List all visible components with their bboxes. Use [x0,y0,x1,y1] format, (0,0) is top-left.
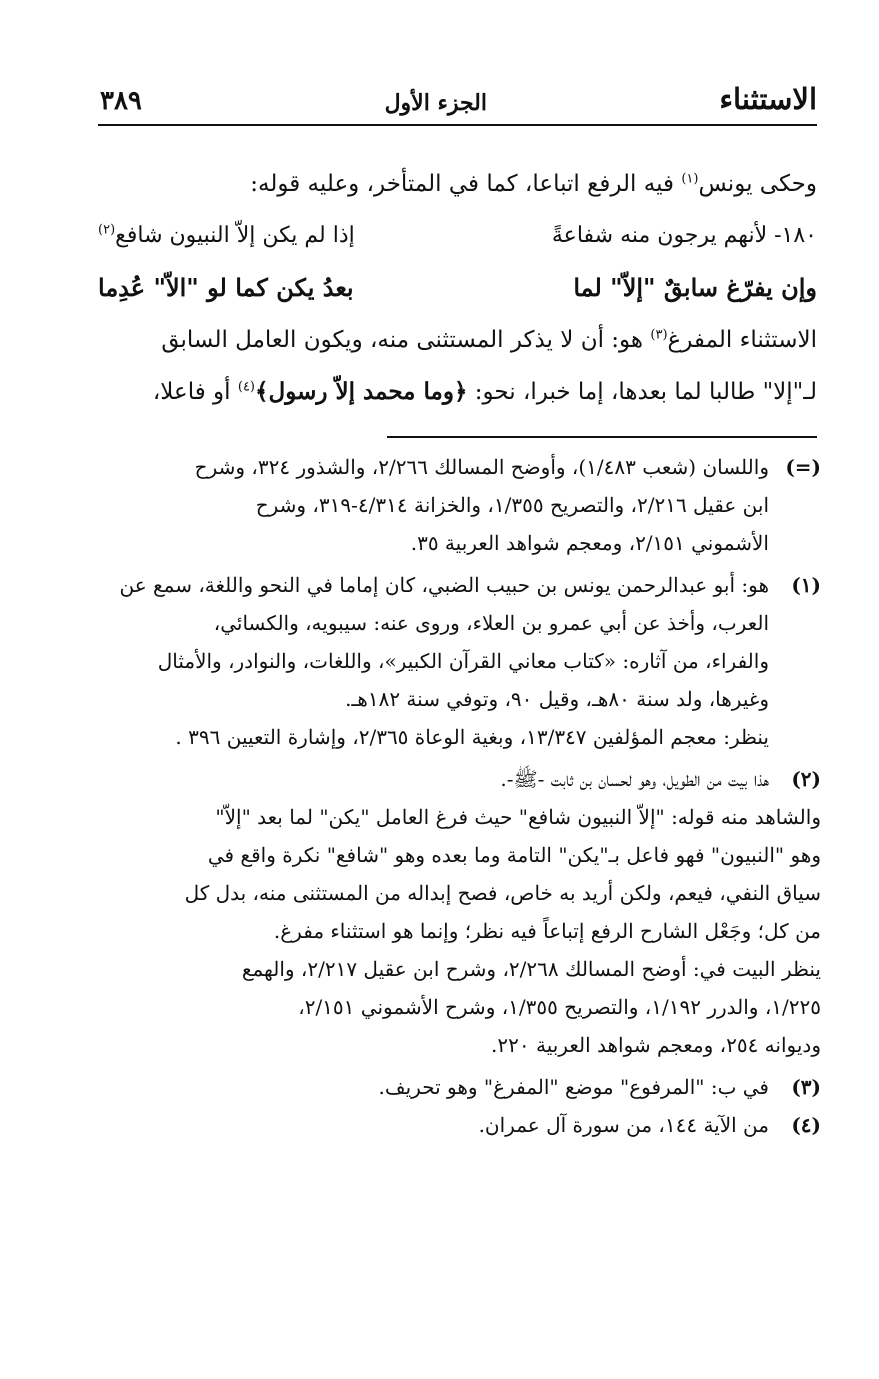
footnotes [98,448,821,1144]
footnote-2 [98,760,821,798]
footnote-label: (=) [785,455,821,479]
footnote-line: الأشموني ٢/١٥١، ومعجم شواهد العربية ٣٥. [410,531,769,555]
verse-second-hemistich: بعدُ يكن كما لو "الاّ" عُدِما [98,273,354,302]
footnote-line: من الآية ١٤٤، من سورة آل عمران. [478,1113,769,1137]
footnote-line: ١/٢٢٥، والدرر ١/١٩٢، والتصريح ١/٣٥٥، وشرح الأشموني ٢/١٥١، [298,995,821,1019]
chapter-title: الاستثناء [719,82,817,116]
footnote-label: (٤) [791,1113,821,1137]
footnote-body [98,566,769,718]
verse-second-hemistich [98,210,355,262]
part-label: الجزء الأول [384,90,487,116]
footnote-3 [98,1068,821,1106]
text-line [98,314,817,366]
verse-first-hemistich: وإن يفرّغ سابقٌ "إلاّ" لما [573,273,817,302]
text-span: وحكى يونس [698,171,817,197]
footnote-body [98,1068,769,1106]
footnote-line: في ب: "المرفوع" موضع "المفرغ" وهو تحريف. [378,1075,769,1099]
footnote-line: وهو "النبيون" فهو فاعل بـ"يكن" التامة وما بعده وهو "شافع" نكرة واقع في [207,843,821,867]
footnote-line: والشاهد منه قوله: "إلاّ النبيون شافع" حيث فرغ العامل "يكن" لما بعد "إلاّ" [215,805,821,829]
footnote-marker: (٣) [650,327,668,343]
alfiyya-verse [98,262,817,314]
footnote-line: هو: أبو عبدالرحمن يونس بن حبيب الضبي، كان إماما في النحو واللغة، سمع عن [119,573,769,597]
footnote-line: العرب، وأخذ عن أبي عمرو بن العلاء، وروى عنه: سيبويه، والكسائي، [213,611,769,635]
page-number: ٣٨٩ [100,86,142,116]
text-span: لـ"إلا" طالبا لما بعدها، إما خبرا، نحو: [467,379,817,405]
text-span: أو فاعلا، [152,379,238,405]
footnote-line: سياق النفي، فيعم، ولكن أريد به خاص، فصح إبداله من المستثنى منه، بدل كل [184,881,821,905]
main-text [98,158,817,418]
text-span: الاستثناء المفرغ [667,327,817,353]
footnote-line: ينظر البيت في: أوضح المسالك ٢/٢٦٨، وشرح ابن عقيل ٢/٢١٧، والهمع [241,957,821,981]
footnote-4 [98,1106,821,1144]
footnote-line: ابن عقيل ٢/٢١٦، والتصريح ١/٣٥٥، والخزانة ٤/٣١٤-٣١٩، وشرح [255,493,769,517]
footnote-line: من كل؛ وجَعْل الشارح الرفع إتباعاً فيه نظر؛ وإنما هو استثناء مفرغ. [273,919,821,943]
footnote-line: والفراء، من آثاره: «كتاب معاني القرآن الكبير»، واللغات، والنوادر، والأمثال [157,649,769,673]
footnote-continued [98,448,821,562]
footnote-line: هذا بيت من الطويل، وهو لحسان بن ثابت -ﷺ-. [500,767,769,791]
footnote-body [98,448,769,562]
text-line [98,366,817,418]
footnote-line: وديوانه ٢٥٤، ومعجم شواهد العربية ٢٢٠. [491,1033,821,1057]
footnote-marker: (٤) [237,379,255,395]
footnote-label: (٣) [791,1075,821,1099]
text-span: فيه الرفع اتباعا، كما في المتأخر، وعليه قوله: [250,171,682,197]
footnote-label: (١) [791,573,821,597]
footnote-separator [387,436,817,438]
text-span: إذا لم يكن إلاّ النبيون شافع [115,223,355,248]
verse-first-hemistich: ١٨٠- لأنهم يرجون منه شفاعةً [551,223,817,248]
running-header [98,78,817,126]
text-span: هو: أن لا يذكر المستثنى منه، ويكون العامل السابق [161,327,651,353]
footnote-label: (٢) [791,767,821,791]
footnote-reference-line: ينظر: معجم المؤلفين ١٣/٣٤٧، وبغية الوعاة ٢/٣٦٥، وإشارة التعيين ٣٩٦ . [175,725,769,749]
poetry-verse [98,210,817,262]
footnote-line: واللسان (شعب ١/٤٨٣)، وأوضح المسالك ٢/٢٦٦، والشذور ٣٢٤، وشرح [194,455,769,479]
quran-quote: ﴿وما محمد إلاّ رسول﴾ [255,378,468,405]
footnote-1 [98,566,821,718]
footnote-marker: (١) [681,171,699,187]
footnote-line: وغيرها، ولد سنة ٨٠هـ، وقيل ٩٠، وتوفي سنة ١٨٢هـ. [345,687,769,711]
footnote-body [98,760,769,798]
footnote-body [98,1106,769,1144]
footnote-marker: (٢) [98,222,116,238]
text-line [98,158,817,210]
